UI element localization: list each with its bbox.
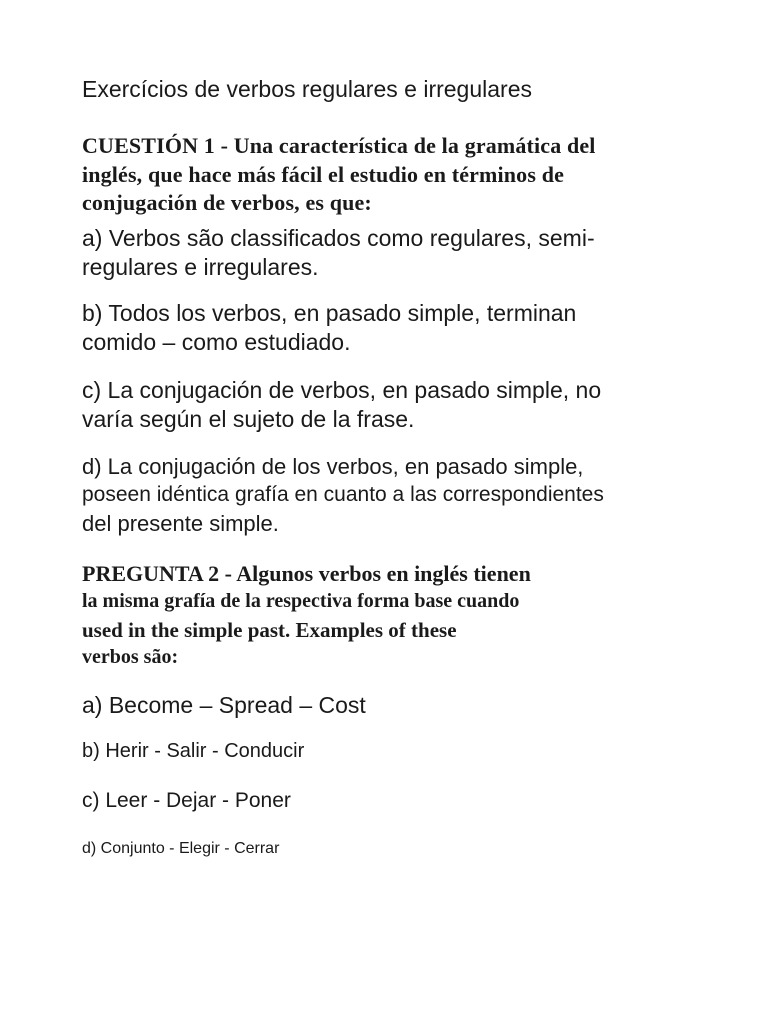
option-b-line-1: b) Todos los verbos, en pasado simple, terminan <box>82 300 577 326</box>
question-1-text-line-2: inglés, que hace más fácil el estudio en términos de <box>82 162 564 187</box>
question-1-text-line-1: CUESTIÓN 1 - Una característica de la gramática del <box>82 133 596 158</box>
option-a-line-2: regulares e irregulares. <box>82 254 319 280</box>
question-2-option-a: a) Become – Spread – Cost <box>82 692 366 718</box>
option-c-line-2: varía según el sujeto de la frase. <box>82 406 415 432</box>
question-2-text-line-2: la misma grafía de la respectiva forma base cuando <box>82 590 520 612</box>
question-2-text-line-4: verbos são: <box>82 646 179 668</box>
option-d-line-3: del presente simple. <box>82 511 279 536</box>
option-b-line-2: comido – como estudiado. <box>82 329 351 355</box>
question-1-text-line-3: conjugación de verbos, es que: <box>82 190 372 215</box>
document-title: Exercícios de verbos regulares e irregulares <box>82 76 532 102</box>
question-2-option-b: b) Herir - Salir - Conducir <box>82 740 305 762</box>
question-2-text-line-3: used in the simple past. Examples of these <box>82 618 457 642</box>
option-a-line-1: a) Verbos são classificados como regulares, semi- <box>82 225 595 251</box>
question-2-text-line-1: PREGUNTA 2 - Algunos verbos en inglés tienen <box>82 561 531 586</box>
option-d-line-1: d) La conjugación de los verbos, en pasado simple, <box>82 454 584 479</box>
option-c-line-1: c) La conjugación de verbos, en pasado simple, no <box>82 377 602 403</box>
question-2-option-c: c) Leer - Dejar - Poner <box>82 789 291 812</box>
option-d-line-2: poseen idéntica grafía en cuanto a las correspondientes <box>82 483 604 506</box>
question-2-option-d: d) Conjunto - Elegir - Cerrar <box>82 840 280 857</box>
